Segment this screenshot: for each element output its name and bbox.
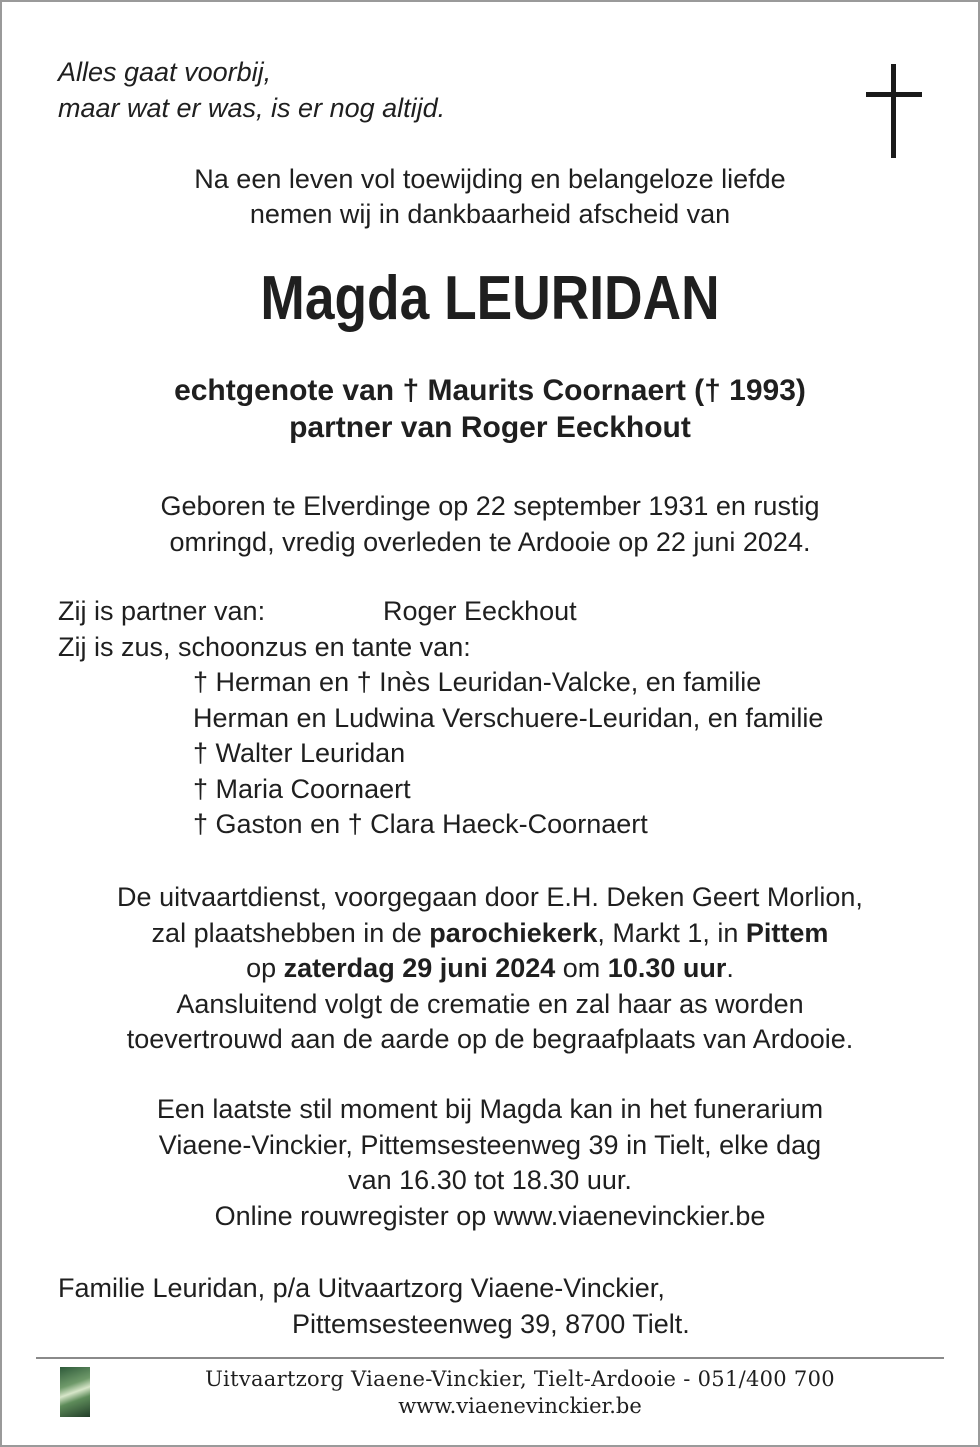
- siblings-label: Zij is zus, schoonzus en tante van:: [58, 631, 471, 662]
- family-list: [58, 594, 823, 843]
- footer-divider: [36, 1357, 944, 1359]
- service-line: op zaterdag 29 juni 2024 om 10.30 uur.: [246, 953, 734, 983]
- latin-cross-icon: [866, 64, 922, 158]
- service-date: zaterdag 29 juni 2024: [283, 953, 556, 983]
- visitation-text: [0, 1092, 980, 1234]
- service-line: zal plaatshebben in de parochiekerk, Markt 1, in Pittem: [151, 917, 829, 948]
- intro-text: [0, 162, 980, 232]
- service-line: Aansluitend volgt de crematie en zal haar as worden: [176, 988, 804, 1019]
- list-item: † Maria Coornaert: [193, 773, 411, 804]
- town-name: Pittem: [745, 917, 829, 948]
- list-item: Herman en Ludwina Verschuere-Leuridan, en familie: [193, 702, 824, 733]
- quote-line: maar wat er was, is er nog altijd.: [58, 93, 446, 123]
- birth-death-text: [0, 488, 980, 560]
- partner-row: [58, 594, 823, 630]
- service-line: toevertrouwd aan de aarde op de begraafplaats van Ardooie.: [126, 1024, 854, 1054]
- address-line: Pittemsesteenweg 39, 8700 Tielt.: [292, 1309, 690, 1339]
- born-line: Geboren te Elverdinge op 22 september 1931 en rustig: [160, 491, 820, 521]
- service-line: De uitvaartdienst, voorgegaan door E.H. Deken Geert Morlion,: [117, 882, 863, 912]
- visit-line: Viaene-Vinckier, Pittemsesteenweg 39 in Tielt, elke dag: [158, 1129, 822, 1160]
- partner-label: Zij is partner van:: [58, 596, 266, 626]
- address-line: Familie Leuridan, p/a Uitvaartzorg Viaene-Vinckier,: [58, 1273, 665, 1303]
- funeral-service-text: [0, 880, 980, 1058]
- service-time: 10.30 uur: [607, 953, 727, 983]
- list-item: † Gaston en † Clara Haeck-Coornaert: [193, 809, 648, 839]
- intro-line: Na een leven vol toewijding en belangeloze liefde: [194, 164, 786, 194]
- visit-line: van 16.30 tot 18.30 uur.: [348, 1165, 632, 1195]
- intro-line: nemen wij in dankbaarheid afscheid van: [249, 199, 731, 229]
- visit-line: Een laatste stil moment bij Magda kan in het funerarium: [156, 1094, 824, 1124]
- relations-text: [0, 372, 980, 446]
- footer-website: www.viaenevinckier.be: [398, 1394, 642, 1418]
- footer-company: Uitvaartzorg Viaene-Vinckier, Tielt-Ardooie - 051/400 700: [205, 1367, 835, 1391]
- funeral-home-logo-icon: [60, 1367, 90, 1417]
- relation-line: echtgenote van † Maurits Coornaert († 1993): [174, 374, 806, 407]
- deceased-name: Magda LEURIDAN: [260, 264, 720, 333]
- list-item: † Herman en † Inès Leuridan-Valcke, en familie: [193, 667, 762, 697]
- list-item: † Walter Leuridan: [193, 738, 406, 768]
- quote-line: Alles gaat voorbij,: [58, 57, 272, 87]
- family-address: [58, 1270, 690, 1342]
- partner-name: Roger Eeckhout: [383, 596, 577, 626]
- church-name: parochiekerk: [429, 917, 598, 948]
- opening-quote: [58, 54, 445, 126]
- relation-line: partner van Roger Eeckhout: [289, 411, 691, 444]
- visit-line: Online rouwregister op www.viaenevinckier.be: [214, 1200, 766, 1231]
- born-line: omringd, vredig overleden te Ardooie op 22 juni 2024.: [169, 527, 811, 557]
